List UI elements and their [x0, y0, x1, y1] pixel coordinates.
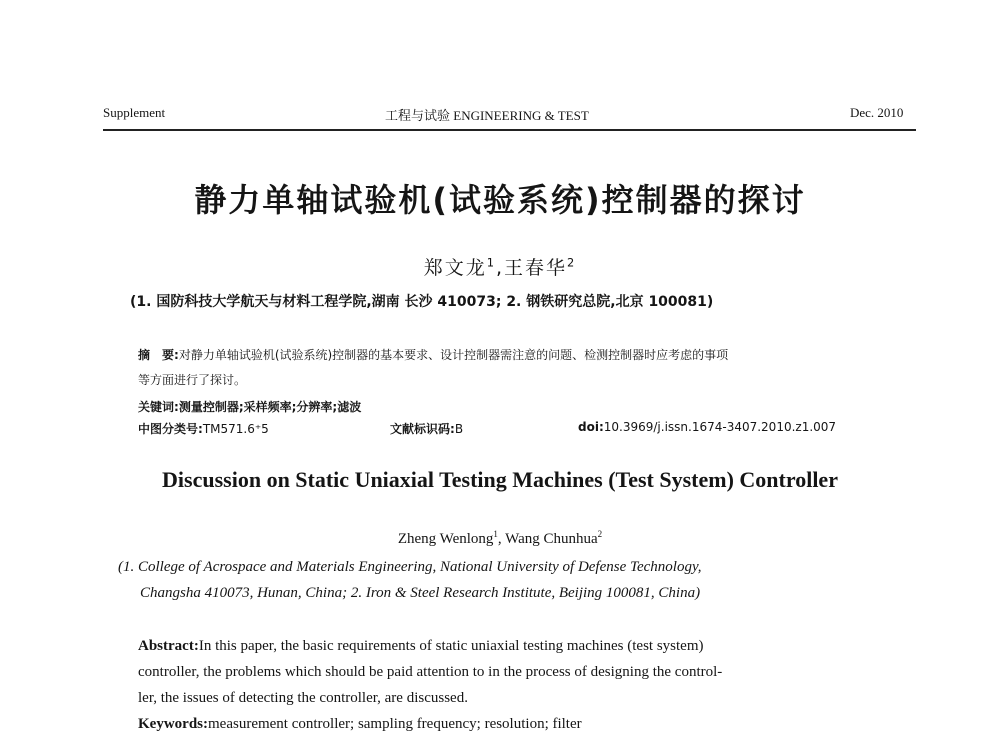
keywords-cn-text: 测量控制器;采样频率;分辨率;滤波	[178, 400, 362, 414]
author-2-cn-sup: 2	[567, 255, 577, 270]
abstract-cn-label: 摘 要:	[138, 348, 179, 362]
doi-label: doi:	[578, 420, 604, 434]
abstract-en-label: Abstract:	[138, 638, 199, 654]
running-header-left: Supplement	[103, 105, 166, 120]
abstract-en-line-1	[138, 638, 704, 655]
clc-value: TM571.6⁺5	[202, 422, 269, 436]
author-2-en-sup: 2	[597, 529, 603, 539]
affiliation-en-line-1: (1. College of Acrospace and Materials Engineering, National University of Defense Technology,	[118, 559, 702, 575]
author-1-cn-sup: 1	[486, 255, 496, 270]
keywords-cn	[138, 398, 361, 415]
keywords-en-label: Keywords:	[138, 716, 208, 732]
header-rule	[103, 129, 916, 131]
abstract-en-line-2: controller, the problems which should be paid attention to in the process of designing the control-	[138, 664, 723, 680]
author-2-en: Wang Chunhua	[505, 531, 598, 547]
author-1-en-sup: 1	[493, 529, 498, 539]
abstract-en-text-1: In this paper, the basic requirements of static uniaxial testing machines (test system)	[198, 638, 704, 654]
running-header-journal: 工程与试验 ENGINEERING & TEST	[385, 108, 589, 123]
paper-title-cn: 静力单轴试验机(试验系统)控制器的探讨	[194, 181, 806, 219]
authors-cn	[0, 253, 1000, 280]
affiliation-cn: (1. 国防科技大学航天与材料工程学院,湖南 长沙 410073; 2. 钢铁研究总院,北京 100081)	[130, 294, 714, 310]
author-separator-en: ,	[497, 531, 506, 547]
abstract-en-line-3: ler, the issues of detecting the controller, are discussed.	[138, 690, 468, 706]
keywords-en-text: measurement controller; sampling frequency; resolution; filter	[208, 716, 582, 732]
document-code-label: 文献标识码:	[390, 422, 455, 436]
affiliation-en-line-2: Changsha 410073, Hunan, China; 2. Iron & Steel Research Institute, Beijing 100081, China)	[140, 585, 701, 601]
keywords-cn-label: 关键词:	[138, 400, 179, 414]
author-2-cn: 王春华	[504, 257, 568, 279]
clc-number	[138, 420, 269, 437]
abstract-cn-text-1: 对静力单轴试验机(试验系统)控制器的基本要求、设计控制器需注意的问题、检测控制器时应考虑的事项	[178, 348, 729, 362]
document-code	[390, 420, 463, 437]
clc-label: 中图分类号:	[138, 422, 203, 436]
document-code-value: B	[454, 422, 464, 436]
running-header-date: Dec. 2010	[850, 105, 904, 120]
author-1-en: Zheng Wenlong	[397, 531, 494, 547]
doi	[578, 420, 836, 434]
author-1-cn: 郑文龙	[423, 257, 487, 279]
doi-value: 10.3969/j.issn.1674-3407.2010.z1.007	[603, 420, 837, 434]
abstract-cn-line-1	[138, 346, 728, 363]
abstract-cn-line-2: 等方面进行了探讨。	[138, 373, 247, 387]
authors-en	[0, 531, 1000, 548]
paper-title-en: Discussion on Static Uniaxial Testing Machines (Test System) Controller	[162, 467, 838, 492]
author-separator-cn: ,	[495, 257, 505, 279]
keywords-en	[138, 716, 582, 733]
